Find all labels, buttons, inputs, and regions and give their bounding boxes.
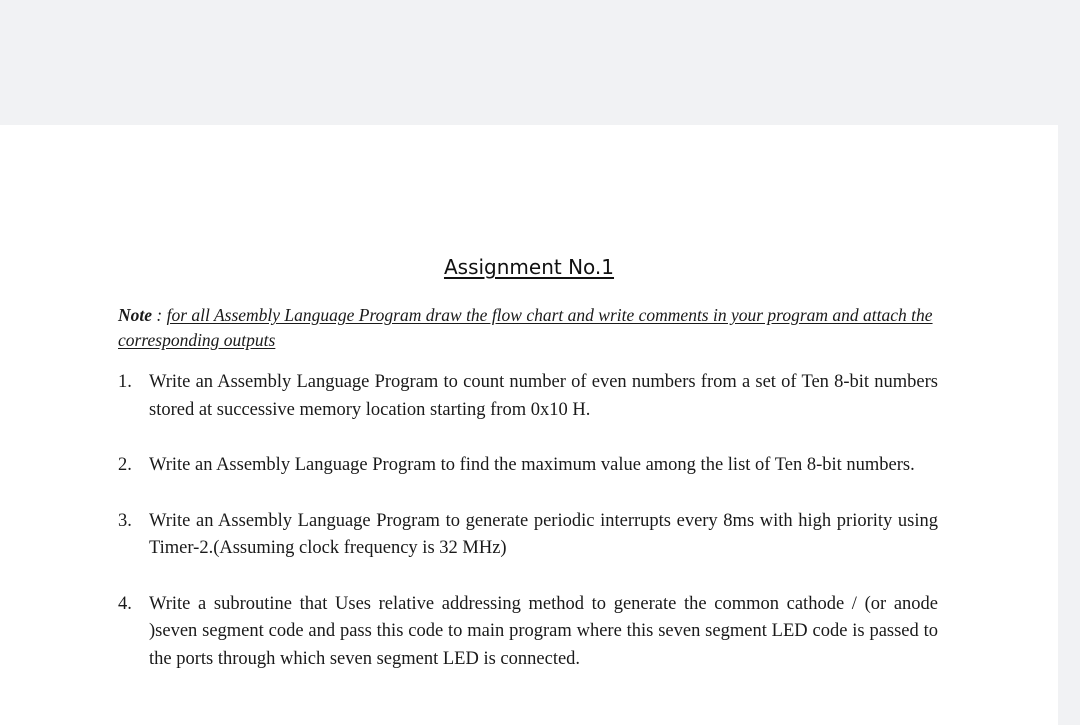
list-item-text: Write an Assembly Language Program to generate periodic interrupts every 8ms with high priority using Timer-2.(Assuming clock frequency is 32 MHz) [149, 510, 938, 558]
note-label: Note [118, 305, 153, 325]
note-separator: : [152, 305, 167, 325]
document-page [0, 125, 1058, 725]
list-item-number: 1. [118, 372, 132, 392]
list-item-text: Write an Assembly Language Program to find the maximum value among the list of Ten 8-bit numbers. [149, 455, 915, 475]
list-item-text: Write a subroutine that Uses relative addressing method to generate the common cathode / (or anode )seven segment code and pass this code to main program where this seven segment LED code is passed to the ports through which seven segment LED is connected. [149, 593, 938, 669]
list-item [118, 508, 938, 563]
assignment-title-text: Assignment No.1 [443, 255, 615, 279]
list-item [118, 452, 938, 480]
list-item-number: 2. [118, 455, 132, 475]
list-item [118, 591, 938, 674]
list-item-number: 3. [118, 510, 132, 531]
list-item [118, 369, 938, 424]
assignment-list [118, 369, 938, 673]
list-item-number: 4. [118, 593, 132, 614]
note-paragraph [118, 303, 948, 353]
assignment-title [0, 253, 1058, 281]
list-item-text: Write an Assembly Language Program to count number of even numbers from a set of Ten 8-bit numbers stored at successive memory location starting from 0x10 H. [149, 372, 938, 420]
note-text: for all Assembly Language Program draw the flow chart and write comments in your program and attach the corresponding outputs [118, 305, 933, 350]
